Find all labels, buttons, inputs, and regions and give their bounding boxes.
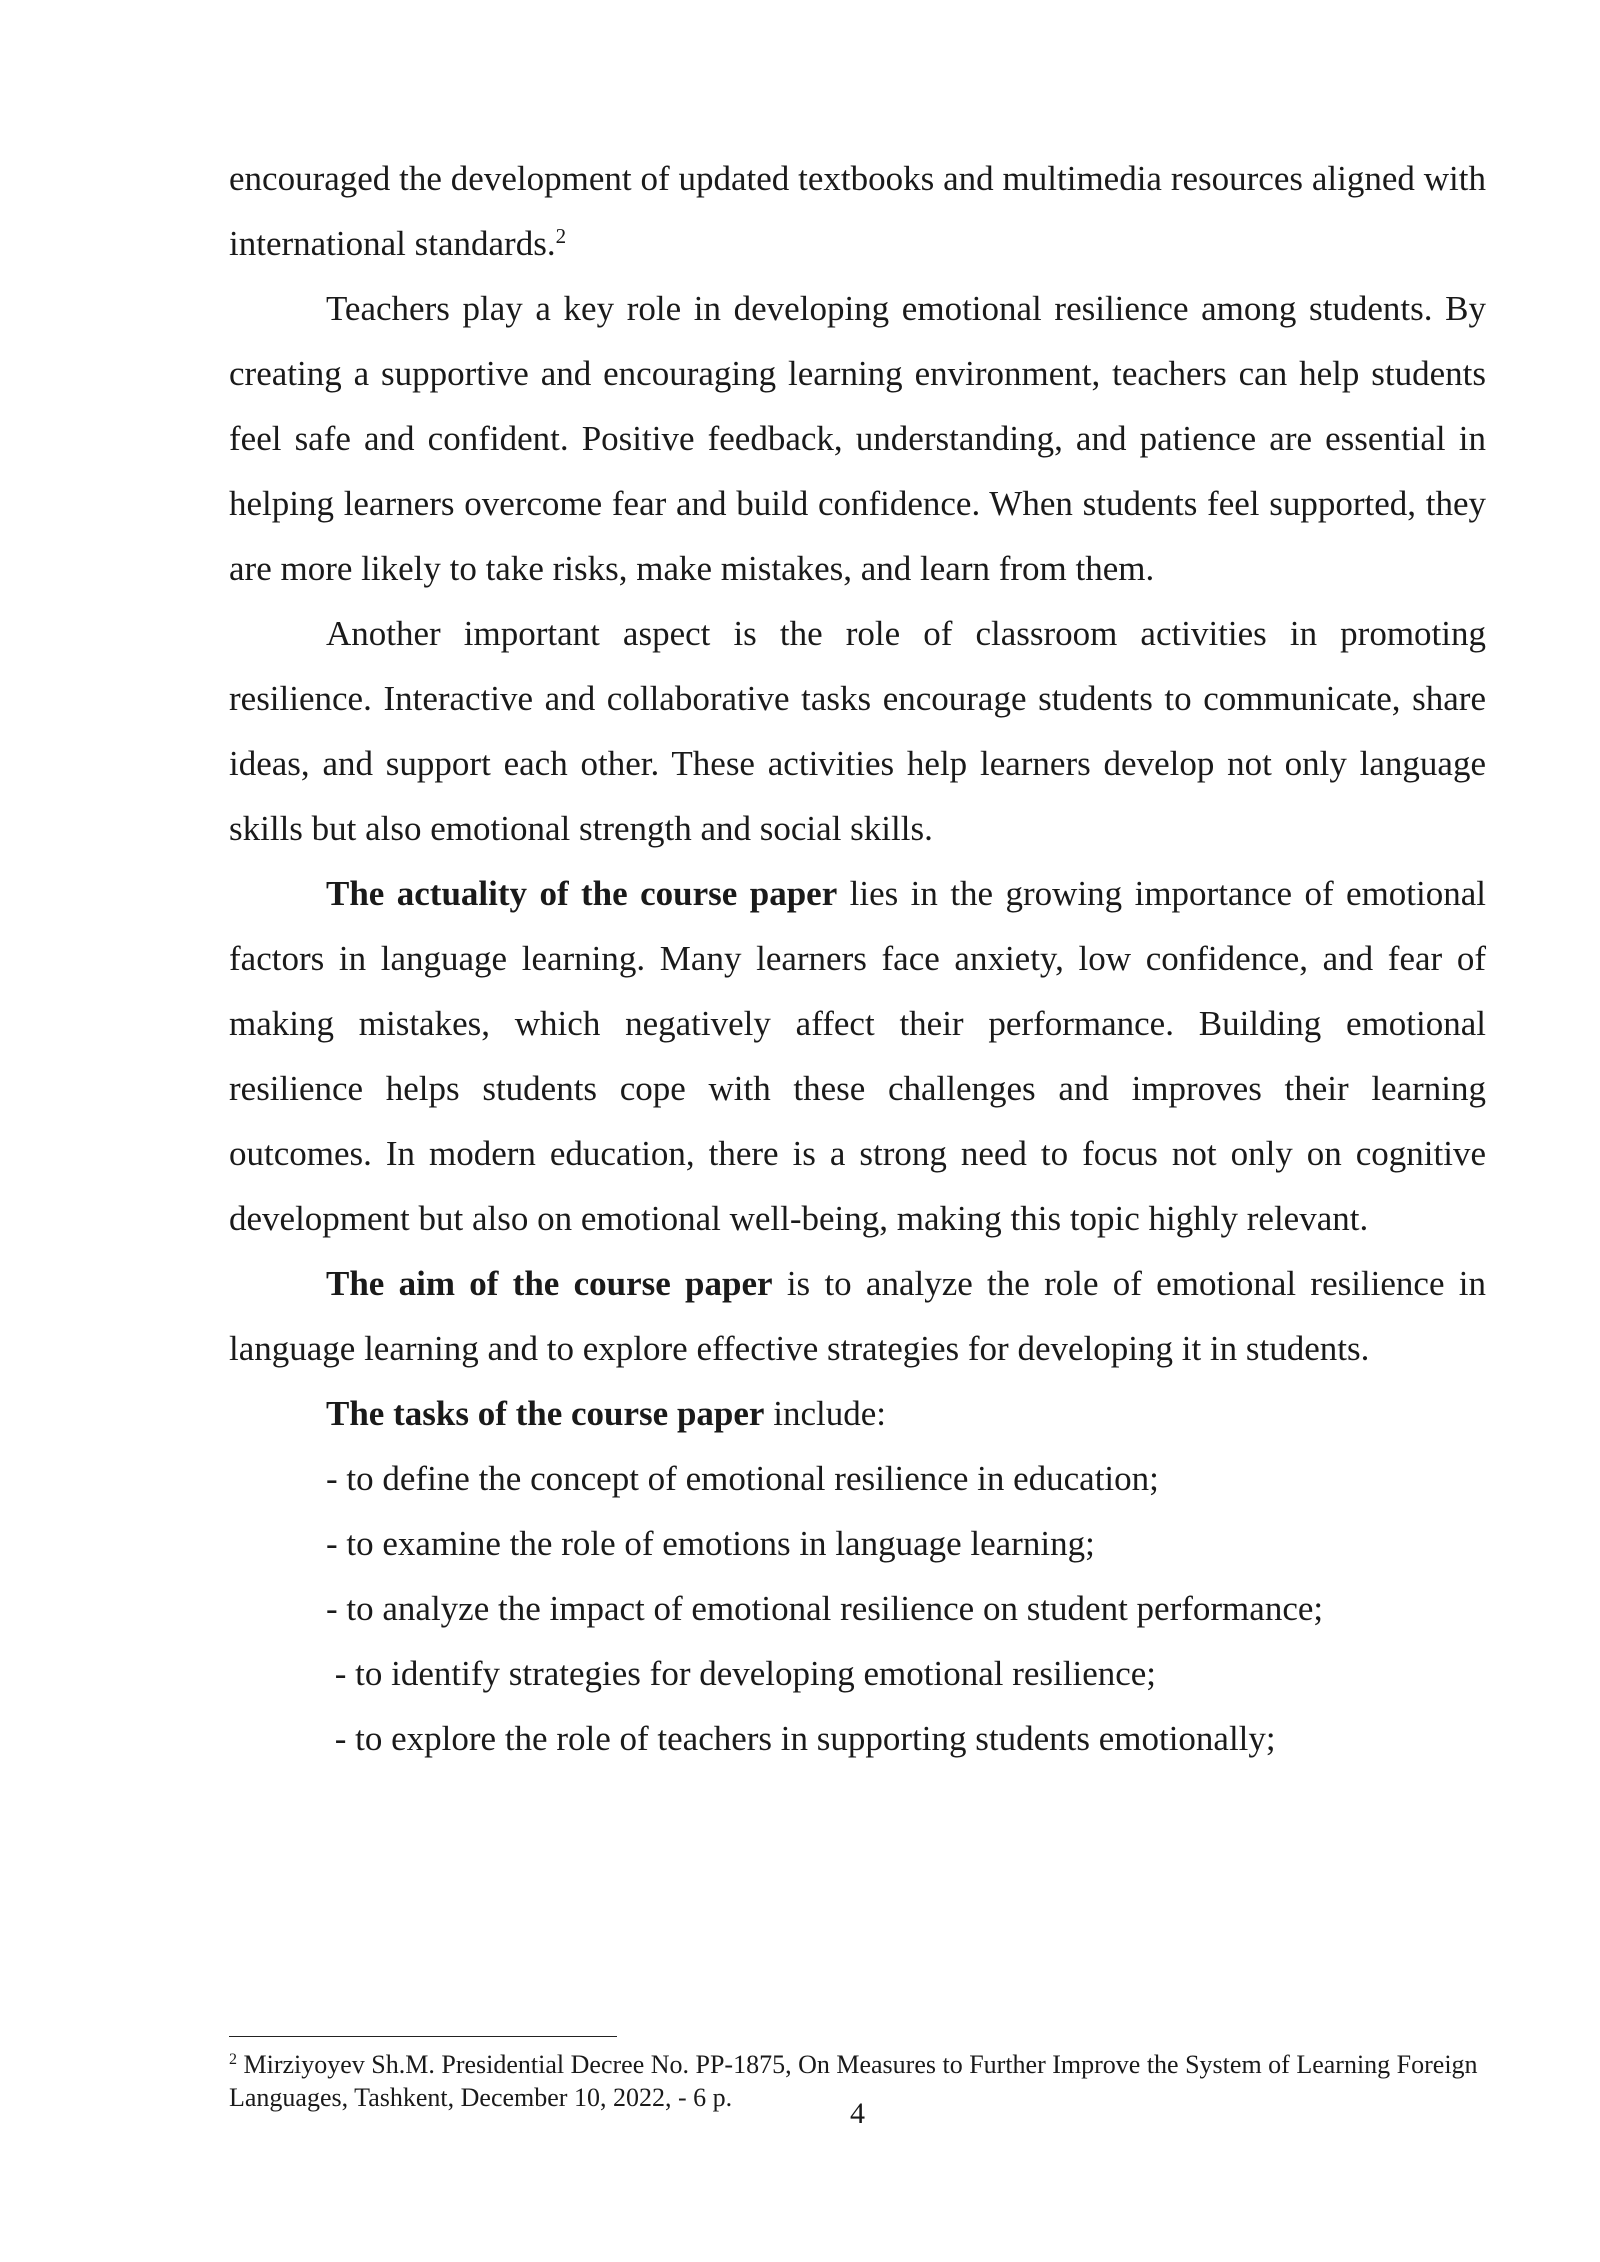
paragraph-aim: [229, 1251, 1486, 1381]
page-number: 4: [850, 2097, 865, 2130]
paragraph-text: Teachers play a key role in developing emotional resilience among students. By creating a supportive and encouraging learning environment, teachers can help students feel safe and confident. Positive feedback, understanding, and patience are essential in helping learners overcome fear and build confidence. When students feel supported, they are more likely to take risks, make mistakes, and learn from them.: [229, 289, 1486, 588]
list-item: - to define the concept of emotional resilience in education;: [326, 1459, 1159, 1498]
footnote-separator: [229, 2036, 617, 2037]
paragraph-text: encouraged the development of updated textbooks and multimedia resources aligned with international standards.: [229, 159, 1486, 263]
paragraph-text: Another important aspect is the role of classroom activities in promoting resilience. Interactive and collaborative tasks encourage students to communicate, share ideas, and support each other. These activities help learners develop not only language skills but also emotional strength and social skills.: [229, 614, 1486, 848]
paragraph-lead: The actuality of the course paper: [326, 874, 838, 913]
paragraph-teachers-role: [229, 276, 1486, 601]
list-item: - to explore the role of teachers in supporting students emotionally;: [326, 1719, 1276, 1758]
paragraph-intro-continuation: [229, 146, 1486, 276]
paragraph-actuality: [229, 861, 1486, 1251]
paragraph-classroom-activities: [229, 601, 1486, 861]
list-item: - to analyze the impact of emotional resilience on student performance;: [326, 1589, 1324, 1628]
footnote-text: Mirziyoyev Sh.M. Presidential Decree No. PP-1875, On Measures to Further Improve the System of Learning Foreign Languages, Tashkent, December 10, 2022, - 6 p.: [229, 2050, 1478, 2112]
list-item: - to examine the role of emotions in language learning;: [326, 1524, 1095, 1563]
footnote-number: 2: [229, 2051, 237, 2068]
body-text: [229, 146, 1486, 1771]
list-item: - to identify strategies for developing emotional resilience;: [326, 1654, 1157, 1693]
paragraph-lead: The aim of the course paper: [326, 1264, 773, 1303]
footnote-reference: 2: [555, 224, 567, 248]
paragraph-text: include:: [764, 1394, 886, 1433]
task-list: [229, 1446, 1486, 1771]
paragraph-tasks-intro: [229, 1381, 1486, 1446]
paragraph-text: is to analyze the role of emotional resilience in language learning and to explore effective strategies for developing it in students.: [229, 1264, 1486, 1368]
paragraph-lead: The tasks of the course paper: [326, 1394, 765, 1433]
paragraph-text: lies in the growing importance of emotional factors in language learning. Many learners face anxiety, low confidence, and fear of making mistakes, which negatively affect their performance. Building emotional resilience helps students cope with these challenges and improves their learning outcomes. In modern education, there is a strong need to focus not only on cognitive development but also on emotional well-being, making this topic highly relevant.: [229, 874, 1487, 1238]
